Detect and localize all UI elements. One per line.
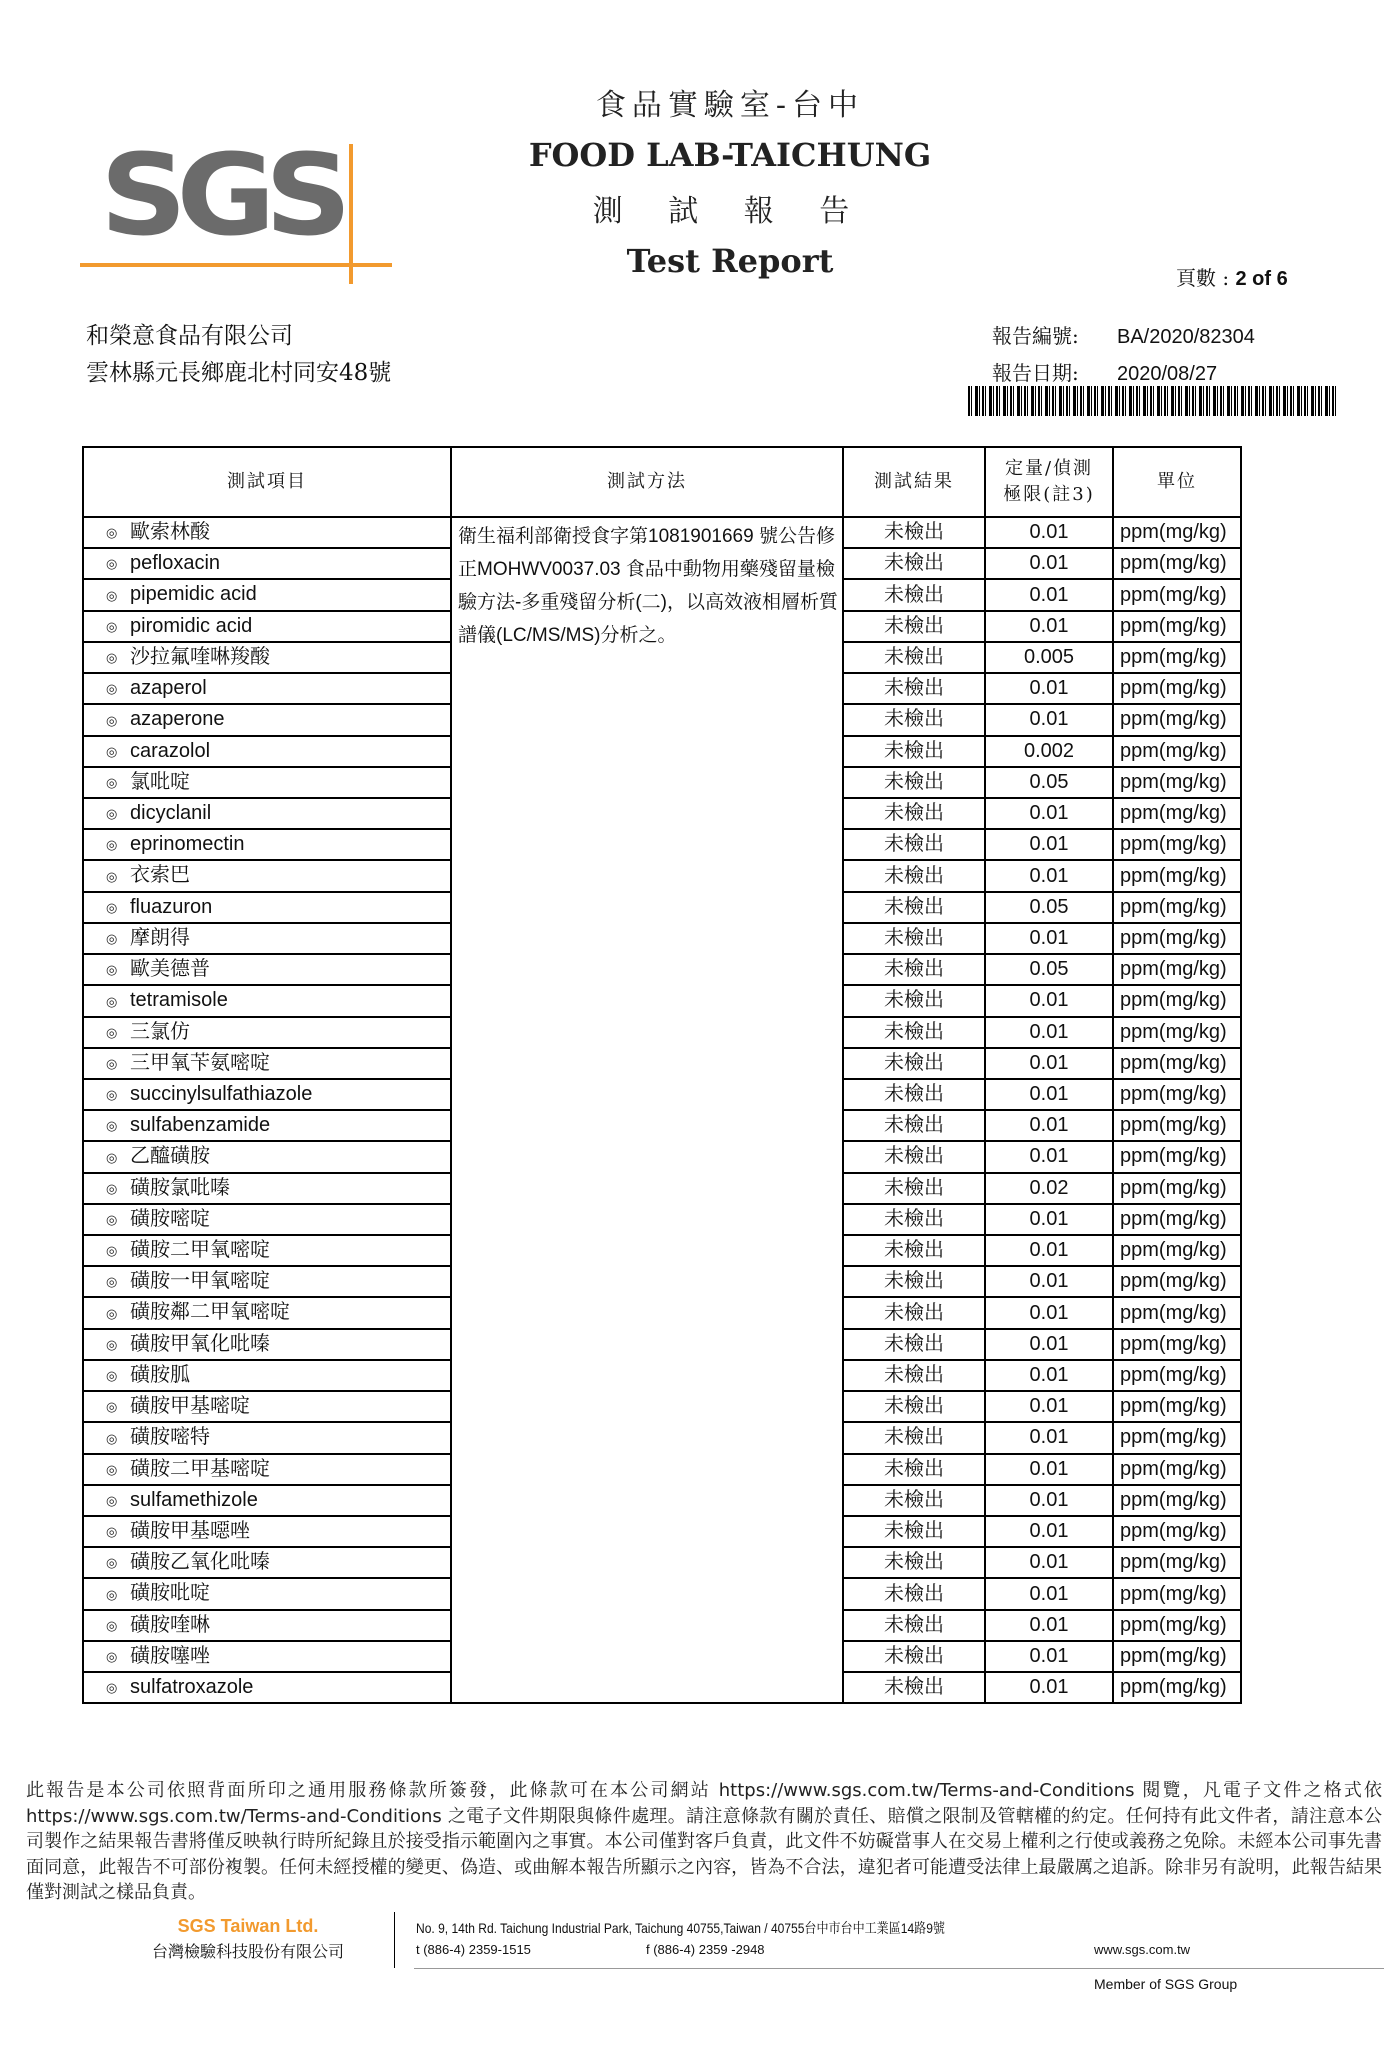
item-label: 磺胺胍 xyxy=(130,1363,190,1386)
cell-unit: ppm(mg/kg) xyxy=(1113,1391,1241,1422)
bullet-icon: ◎ xyxy=(106,712,118,728)
item-label: 磺胺甲基嘧啶 xyxy=(130,1395,250,1418)
cell-item xyxy=(83,1547,451,1578)
cell-loq: 0.05 xyxy=(985,892,1113,923)
cell-unit: ppm(mg/kg) xyxy=(1113,1079,1241,1110)
bullet-icon: ◎ xyxy=(106,1524,118,1540)
cell-unit: ppm(mg/kg) xyxy=(1113,1017,1241,1048)
cell-loq: 0.01 xyxy=(985,798,1113,829)
cell-item xyxy=(83,985,451,1016)
cell-loq: 0.01 xyxy=(985,860,1113,891)
item-label: 磺胺甲基噁唑 xyxy=(130,1520,250,1542)
bullet-icon: ◎ xyxy=(106,1055,118,1071)
report-number-value: BA/2020/82304 xyxy=(1117,326,1255,348)
item-label: 歐索林酸 xyxy=(130,521,210,543)
logo-text: SGS xyxy=(100,131,342,261)
item-label: 氯吡啶 xyxy=(130,770,190,793)
bullet-icon: ◎ xyxy=(106,1586,118,1602)
item-label: 磺胺嘧啶 xyxy=(130,1207,210,1230)
cell-unit: ppm(mg/kg) xyxy=(1113,954,1241,985)
cell-unit: ppm(mg/kg) xyxy=(1113,1547,1241,1578)
cell-item xyxy=(83,1422,451,1453)
item-label: 衣索巴 xyxy=(130,864,190,887)
footer-member: Member of SGS Group xyxy=(1094,1976,1238,1992)
item-label: tetramisole xyxy=(130,989,228,1012)
client-name: 和榮意食品有限公司 xyxy=(86,323,293,349)
item-label: 磺胺喹啉 xyxy=(130,1613,210,1636)
item-label: pipemidic acid xyxy=(130,583,257,606)
item-label: azaperol xyxy=(130,677,207,700)
bullet-icon: ◎ xyxy=(106,1243,118,1259)
cell-item xyxy=(83,1391,451,1422)
bullet-icon: ◎ xyxy=(106,1493,118,1508)
footer-address: No. 9, 14th Rd. Taichung Industrial Park, Taichung 40755,Taiwan / 40755台中市台中工業區14路9號 xyxy=(416,1920,945,1936)
header-loq xyxy=(985,447,1113,517)
cell-item xyxy=(83,954,451,985)
cell-result: 未檢出 xyxy=(843,1235,985,1266)
cell-item xyxy=(83,1235,451,1266)
cell-item xyxy=(83,767,451,798)
cell-item xyxy=(83,517,451,548)
footer-website: www.sgs.com.tw xyxy=(1094,1942,1191,1957)
cell-result: 未檢出 xyxy=(843,829,985,860)
cell-unit: ppm(mg/kg) xyxy=(1113,1141,1241,1172)
cell-result: 未檢出 xyxy=(843,923,985,954)
cell-loq: 0.01 xyxy=(985,1610,1113,1641)
bullet-icon: ◎ xyxy=(106,1180,118,1196)
bullet-icon: ◎ xyxy=(106,650,118,666)
table-header-row xyxy=(83,447,1241,517)
cell-item xyxy=(83,1204,451,1235)
cell-loq: 0.01 xyxy=(985,1079,1113,1110)
bullet-icon: ◎ xyxy=(106,1118,118,1134)
cell-result: 未檢出 xyxy=(843,673,985,704)
cell-result: 未檢出 xyxy=(843,1454,985,1485)
cell-result: 未檢出 xyxy=(843,1017,985,1048)
cell-loq: 0.05 xyxy=(985,954,1113,985)
cell-unit: ppm(mg/kg) xyxy=(1113,1266,1241,1297)
cell-unit: ppm(mg/kg) xyxy=(1113,1329,1241,1360)
cell-unit: ppm(mg/kg) xyxy=(1113,923,1241,954)
item-label: 沙拉氟喹啉羧酸 xyxy=(130,645,270,668)
footer-tel: t (886-4) 2359-1515 xyxy=(416,1942,531,1957)
cell-method: 衛生福利部衛授食字第1081901669 號公告修正MOHWV0037.03 食品中動物用藥殘留量檢驗方法-多重殘留分析(二)，以高效液相層析質譜儀(LC/MS/MS)分析之。 xyxy=(451,517,843,1703)
barcode xyxy=(968,386,1336,416)
cell-unit: ppm(mg/kg) xyxy=(1113,736,1241,767)
cell-loq: 0.01 xyxy=(985,579,1113,610)
results-table xyxy=(82,446,1242,1704)
cell-unit: ppm(mg/kg) xyxy=(1113,517,1241,548)
bullet-icon: ◎ xyxy=(106,618,118,634)
cell-loq: 0.01 xyxy=(985,1017,1113,1048)
bullet-icon: ◎ xyxy=(106,1649,118,1665)
cell-loq: 0.005 xyxy=(985,642,1113,673)
cell-item xyxy=(83,1141,451,1172)
cell-unit: ppm(mg/kg) xyxy=(1113,642,1241,673)
cell-loq: 0.01 xyxy=(985,1547,1113,1578)
cell-item xyxy=(83,1641,451,1672)
cell-item xyxy=(83,1266,451,1297)
cell-item xyxy=(83,798,451,829)
cell-result: 未檢出 xyxy=(843,1641,985,1672)
cell-item xyxy=(83,923,451,954)
cell-unit: ppm(mg/kg) xyxy=(1113,1454,1241,1485)
bullet-icon: ◎ xyxy=(106,899,118,915)
cell-unit: ppm(mg/kg) xyxy=(1113,673,1241,704)
bullet-icon: ◎ xyxy=(106,556,118,572)
header-item: 測試項目 xyxy=(83,447,451,517)
cell-item xyxy=(83,1610,451,1641)
item-label: 歐美德普 xyxy=(130,958,210,981)
report-number-row xyxy=(992,318,1255,355)
cell-loq: 0.01 xyxy=(985,985,1113,1016)
item-label: sulfamethizole xyxy=(130,1488,258,1511)
cell-loq: 0.01 xyxy=(985,1204,1113,1235)
header-loq-line2: 極限(註3) xyxy=(1003,484,1095,505)
cell-item xyxy=(83,860,451,891)
report-number-label: 報告編號: xyxy=(992,324,1079,348)
item-label: succinylsulfathiazole xyxy=(130,1082,313,1105)
bullet-icon: ◎ xyxy=(106,868,118,884)
cell-result: 未檢出 xyxy=(843,892,985,923)
cell-loq: 0.05 xyxy=(985,767,1113,798)
cell-item xyxy=(83,829,451,860)
client-address: 雲林縣元長鄉鹿北村同安48號 xyxy=(86,360,392,386)
cell-item xyxy=(83,1329,451,1360)
cell-unit: ppm(mg/kg) xyxy=(1113,1610,1241,1641)
cell-unit: ppm(mg/kg) xyxy=(1113,548,1241,579)
sgs-logo xyxy=(40,72,352,261)
item-label: 磺胺乙氧化吡嗪 xyxy=(130,1551,270,1574)
bullet-icon: ◎ xyxy=(106,1680,118,1696)
cell-result: 未檢出 xyxy=(843,1516,985,1547)
footer-fax: f (886-4) 2359 -2948 xyxy=(646,1942,765,1957)
bullet-icon: ◎ xyxy=(106,1368,118,1384)
cell-unit: ppm(mg/kg) xyxy=(1113,704,1241,735)
cell-unit: ppm(mg/kg) xyxy=(1113,829,1241,860)
cell-loq: 0.01 xyxy=(985,1048,1113,1079)
cell-result: 未檢出 xyxy=(843,1485,985,1516)
cell-result: 未檢出 xyxy=(843,611,985,642)
cell-result: 未檢出 xyxy=(843,1329,985,1360)
cell-item xyxy=(83,1110,451,1141)
footer-company xyxy=(132,1914,364,1964)
cell-item xyxy=(83,736,451,767)
bullet-icon: ◎ xyxy=(106,1461,118,1477)
header-unit: 單位 xyxy=(1113,447,1241,517)
cell-unit: ppm(mg/kg) xyxy=(1113,1235,1241,1266)
cell-result: 未檢出 xyxy=(843,579,985,610)
bullet-icon: ◎ xyxy=(106,993,118,1009)
cell-item xyxy=(83,892,451,923)
cell-unit: ppm(mg/kg) xyxy=(1113,1360,1241,1391)
cell-loq: 0.02 xyxy=(985,1173,1113,1204)
cell-result: 未檢出 xyxy=(843,736,985,767)
cell-result: 未檢出 xyxy=(843,767,985,798)
cell-unit: ppm(mg/kg) xyxy=(1113,798,1241,829)
cell-unit: ppm(mg/kg) xyxy=(1113,1485,1241,1516)
cell-result: 未檢出 xyxy=(843,1422,985,1453)
cell-loq: 0.01 xyxy=(985,1141,1113,1172)
item-label: 磺胺氯吡嗪 xyxy=(130,1176,230,1199)
item-label: sulfatroxazole xyxy=(130,1676,254,1699)
bullet-icon: ◎ xyxy=(106,1024,118,1040)
cell-item xyxy=(83,1672,451,1703)
cell-loq: 0.01 xyxy=(985,1235,1113,1266)
bullet-icon: ◎ xyxy=(106,837,118,853)
item-label: azaperone xyxy=(130,708,225,731)
item-label: 乙醯磺胺 xyxy=(130,1145,210,1168)
cell-item xyxy=(83,579,451,610)
cell-unit: ppm(mg/kg) xyxy=(1113,1173,1241,1204)
cell-result: 未檢出 xyxy=(843,1360,985,1391)
title-zh: 食品實驗室-台中 xyxy=(595,88,865,123)
item-label: 磺胺一甲氧嘧啶 xyxy=(130,1270,270,1293)
cell-item xyxy=(83,1578,451,1609)
item-label: 磺胺甲氧化吡嗪 xyxy=(130,1332,270,1355)
footer-company-en: SGS Taiwan Ltd. xyxy=(177,1916,319,1936)
bullet-icon: ◎ xyxy=(106,1430,118,1446)
cell-item xyxy=(83,642,451,673)
item-label: fluazuron xyxy=(130,895,213,918)
bullet-icon: ◎ xyxy=(106,1305,118,1321)
cell-result: 未檢出 xyxy=(843,1672,985,1703)
cell-loq: 0.01 xyxy=(985,673,1113,704)
bullet-icon: ◎ xyxy=(106,1149,118,1165)
bullet-icon: ◎ xyxy=(106,743,118,759)
cell-loq: 0.01 xyxy=(985,1641,1113,1672)
cell-loq: 0.01 xyxy=(985,829,1113,860)
cell-unit: ppm(mg/kg) xyxy=(1113,985,1241,1016)
item-label: 磺胺二甲基嘧啶 xyxy=(130,1457,270,1480)
report-meta xyxy=(992,318,1255,392)
cell-item xyxy=(83,673,451,704)
cell-result: 未檢出 xyxy=(843,1110,985,1141)
bullet-icon: ◎ xyxy=(106,1274,118,1290)
cell-result: 未檢出 xyxy=(843,985,985,1016)
item-label: 磺胺二甲氧嘧啶 xyxy=(130,1239,270,1262)
cell-item xyxy=(83,1485,451,1516)
page-value: 2 of 6 xyxy=(1235,268,1288,290)
report-title-block xyxy=(500,80,960,280)
cell-unit: ppm(mg/kg) xyxy=(1113,860,1241,891)
cell-unit: ppm(mg/kg) xyxy=(1113,1297,1241,1328)
page-label: 頁數 xyxy=(1176,266,1216,290)
cell-loq: 0.01 xyxy=(985,517,1113,548)
bullet-icon: ◎ xyxy=(106,806,118,822)
cell-item xyxy=(83,1516,451,1547)
cell-result: 未檢出 xyxy=(843,517,985,548)
cell-loq: 0.01 xyxy=(985,1422,1113,1453)
logo-orange-vline xyxy=(349,144,353,284)
bullet-icon: ◎ xyxy=(106,774,118,790)
cell-unit: ppm(mg/kg) xyxy=(1113,1110,1241,1141)
item-label: 三氯仿 xyxy=(130,1020,190,1043)
cell-unit: ppm(mg/kg) xyxy=(1113,611,1241,642)
bullet-icon: ◎ xyxy=(106,1087,118,1103)
cell-unit: ppm(mg/kg) xyxy=(1113,1516,1241,1547)
client-block xyxy=(86,318,391,392)
cell-result: 未檢出 xyxy=(843,860,985,891)
cell-loq: 0.01 xyxy=(985,1516,1113,1547)
cell-result: 未檢出 xyxy=(843,1547,985,1578)
item-label: piromidic acid xyxy=(130,614,253,637)
cell-unit: ppm(mg/kg) xyxy=(1113,1578,1241,1609)
bullet-icon: ◎ xyxy=(106,1617,118,1633)
cell-result: 未檢出 xyxy=(843,1204,985,1235)
cell-result: 未檢出 xyxy=(843,548,985,579)
cell-result: 未檢出 xyxy=(843,1141,985,1172)
cell-unit: ppm(mg/kg) xyxy=(1113,579,1241,610)
cell-loq: 0.01 xyxy=(985,1297,1113,1328)
cell-loq: 0.01 xyxy=(985,1578,1113,1609)
item-label: 三甲氧苄氨嘧啶 xyxy=(130,1051,270,1074)
report-date-value: 2020/08/27 xyxy=(1117,363,1218,385)
cell-unit: ppm(mg/kg) xyxy=(1113,1422,1241,1453)
table-row xyxy=(83,517,1241,548)
cell-item xyxy=(83,611,451,642)
item-label: 磺胺噻唑 xyxy=(130,1644,210,1667)
cell-loq: 0.01 xyxy=(985,1672,1113,1703)
item-label: dicyclanil xyxy=(130,801,212,824)
cell-result: 未檢出 xyxy=(843,642,985,673)
cell-result: 未檢出 xyxy=(843,1610,985,1641)
bullet-icon: ◎ xyxy=(106,1399,118,1415)
page-number: 頁數 : 2 of 6 xyxy=(1176,266,1288,290)
footer-rule xyxy=(414,1968,1384,1969)
item-label: 磺胺嘧特 xyxy=(130,1426,210,1449)
cell-unit: ppm(mg/kg) xyxy=(1113,892,1241,923)
bullet-icon: ◎ xyxy=(106,525,118,541)
cell-unit: ppm(mg/kg) xyxy=(1113,767,1241,798)
cell-loq: 0.01 xyxy=(985,611,1113,642)
cell-loq: 0.01 xyxy=(985,1485,1113,1516)
footer-company-zh: 台灣檢驗科技股份有限公司 xyxy=(151,1942,344,1961)
header-result: 測試結果 xyxy=(843,447,985,517)
cell-result: 未檢出 xyxy=(843,1266,985,1297)
cell-result: 未檢出 xyxy=(843,1297,985,1328)
report-zh: 測 試 報 告 xyxy=(592,194,868,229)
cell-unit: ppm(mg/kg) xyxy=(1113,1641,1241,1672)
cell-loq: 0.01 xyxy=(985,1391,1113,1422)
cell-loq: 0.01 xyxy=(985,1329,1113,1360)
footer-divider xyxy=(394,1912,395,1968)
cell-item xyxy=(83,548,451,579)
bullet-icon: ◎ xyxy=(106,681,118,697)
item-label: pefloxacin xyxy=(130,552,221,575)
item-label: sulfabenzamide xyxy=(130,1114,271,1137)
item-label: 磺胺鄰二甲氧嘧啶 xyxy=(130,1301,290,1324)
cell-loq: 0.01 xyxy=(985,1266,1113,1297)
cell-result: 未檢出 xyxy=(843,1048,985,1079)
report-en: Test Report xyxy=(626,242,834,280)
cell-result: 未檢出 xyxy=(843,798,985,829)
bullet-icon: ◎ xyxy=(106,962,118,978)
cell-item xyxy=(83,1360,451,1391)
cell-loq: 0.01 xyxy=(985,704,1113,735)
cell-result: 未檢出 xyxy=(843,1079,985,1110)
cell-result: 未檢出 xyxy=(843,954,985,985)
cell-item xyxy=(83,1454,451,1485)
disclaimer: 此報告是本公司依照背面所印之通用服務條款所簽發，此條款可在本公司網站 https://www.sgs.com.tw/Terms-and-Conditions 閱覽，凡電子文件之格式依 https://www.sgs.com.tw/Terms-and-Conditions 之電子文件期限與條件處理。請注意條款有關於責任、賠償之限制及管轄權的約定。任何持有此文件者，請注意本公司製作之結果報告書將僅反映執行時所紀錄且於接受指示範圍內之事實。本公司僅對客戶負責，此文件不妨礙當事人在交易上權利之行使或義務之免除。未經本公司事先書面同意，此報告不可部份複製。任何未經授權的變更、偽造、或曲解本報告所顯示之內容，皆為不合法，違犯者可能遭受法律上最嚴厲之追訴。除非另有說明，此報告結果僅對測試之樣品負責。 xyxy=(26,1780,1382,1903)
bullet-icon: ◎ xyxy=(106,931,118,947)
cell-result: 未檢出 xyxy=(843,704,985,735)
cell-loq: 0.01 xyxy=(985,1360,1113,1391)
item-label: 磺胺吡啶 xyxy=(130,1582,210,1605)
cell-unit: ppm(mg/kg) xyxy=(1113,1204,1241,1235)
item-label: eprinomectin xyxy=(130,833,245,856)
bullet-icon: ◎ xyxy=(106,587,118,603)
header-method: 測試方法 xyxy=(451,447,843,517)
header-loq-line1: 定量/偵測 xyxy=(1004,458,1094,479)
cell-item xyxy=(83,1173,451,1204)
cell-unit: ppm(mg/kg) xyxy=(1113,1048,1241,1079)
cell-item xyxy=(83,704,451,735)
report-date-label: 報告日期: xyxy=(992,361,1079,385)
cell-unit: ppm(mg/kg) xyxy=(1113,1672,1241,1703)
bullet-icon: ◎ xyxy=(106,1555,118,1571)
item-label: 摩朗得 xyxy=(130,926,190,949)
cell-item xyxy=(83,1297,451,1328)
title-en: FOOD LAB-TAICHUNG xyxy=(528,136,932,174)
cell-result: 未檢出 xyxy=(843,1578,985,1609)
cell-result: 未檢出 xyxy=(843,1173,985,1204)
cell-loq: 0.002 xyxy=(985,736,1113,767)
cell-item xyxy=(83,1017,451,1048)
cell-item xyxy=(83,1048,451,1079)
logo-orange-hline xyxy=(80,263,392,267)
cell-loq: 0.01 xyxy=(985,1454,1113,1485)
item-label: carazolol xyxy=(130,739,211,762)
cell-loq: 0.01 xyxy=(985,923,1113,954)
bullet-icon: ◎ xyxy=(106,1212,118,1228)
bullet-icon: ◎ xyxy=(106,1336,118,1352)
cell-item xyxy=(83,1079,451,1110)
cell-loq: 0.01 xyxy=(985,548,1113,579)
cell-loq: 0.01 xyxy=(985,1110,1113,1141)
cell-result: 未檢出 xyxy=(843,1391,985,1422)
